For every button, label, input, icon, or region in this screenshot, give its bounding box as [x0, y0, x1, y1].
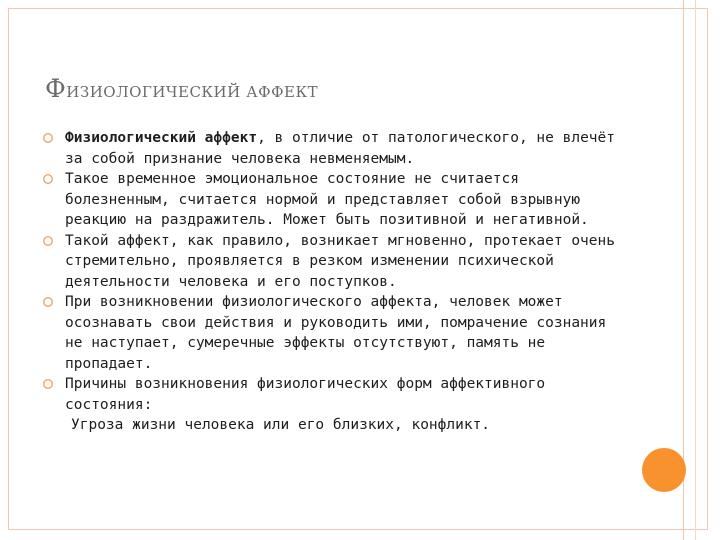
bullet-item-3	[42, 231, 632, 293]
bullet-3-text: Такой аффект, как правило, возникает мгновенно, протекает очень стремительно, проявляется в резком изменении психической деятельности человека и его поступков.	[65, 232, 615, 290]
bullet-item-4	[42, 292, 632, 374]
ring-bullet-icon	[42, 296, 54, 308]
title-word-1-rest: ИЗИОЛОГИЧЕСКИЙ	[66, 83, 241, 101]
bullet-1-bold: Физиологический аффект	[65, 130, 258, 146]
bullet-item-2	[42, 169, 632, 231]
ring-bullet-icon	[42, 235, 54, 247]
ring-bullet-icon	[42, 173, 54, 185]
bullet-list	[42, 128, 632, 436]
bullet-item-1	[42, 128, 632, 169]
title-first-letter: Ф	[45, 74, 67, 103]
bullet-4-text: При возникновении физиологического аффекта, человек может осознавать свои действия и руководить ими, помрачение сознания не наступает, сумеречные эффекты отсутствуют, память не пропадает.	[65, 294, 607, 372]
extra-line: Угроза жизни человека или его близких, конфликт.	[71, 417, 491, 433]
bullet-2-text: Такое временное эмоциональное состояние не считается болезненным, считается нормой и представляет собой взрывную реакцию на раздражитель. Может быть позитивной и негативной.	[65, 171, 589, 228]
bullet-1-text: , в отличие от патологического, не влечёт за собой признание человека невменяемым.	[65, 130, 615, 167]
slide-title	[45, 74, 318, 103]
ring-bullet-icon	[42, 132, 54, 144]
accent-line-secondary	[695, 0, 696, 540]
title-word-2: АФФЕКТ	[246, 83, 319, 101]
orange-circle	[642, 448, 686, 492]
bullet-5-text: Причины возникновения физиологических форм аффективного состояния:	[65, 376, 546, 413]
ring-bullet-icon	[42, 378, 54, 390]
bullet-item-5	[42, 374, 632, 415]
